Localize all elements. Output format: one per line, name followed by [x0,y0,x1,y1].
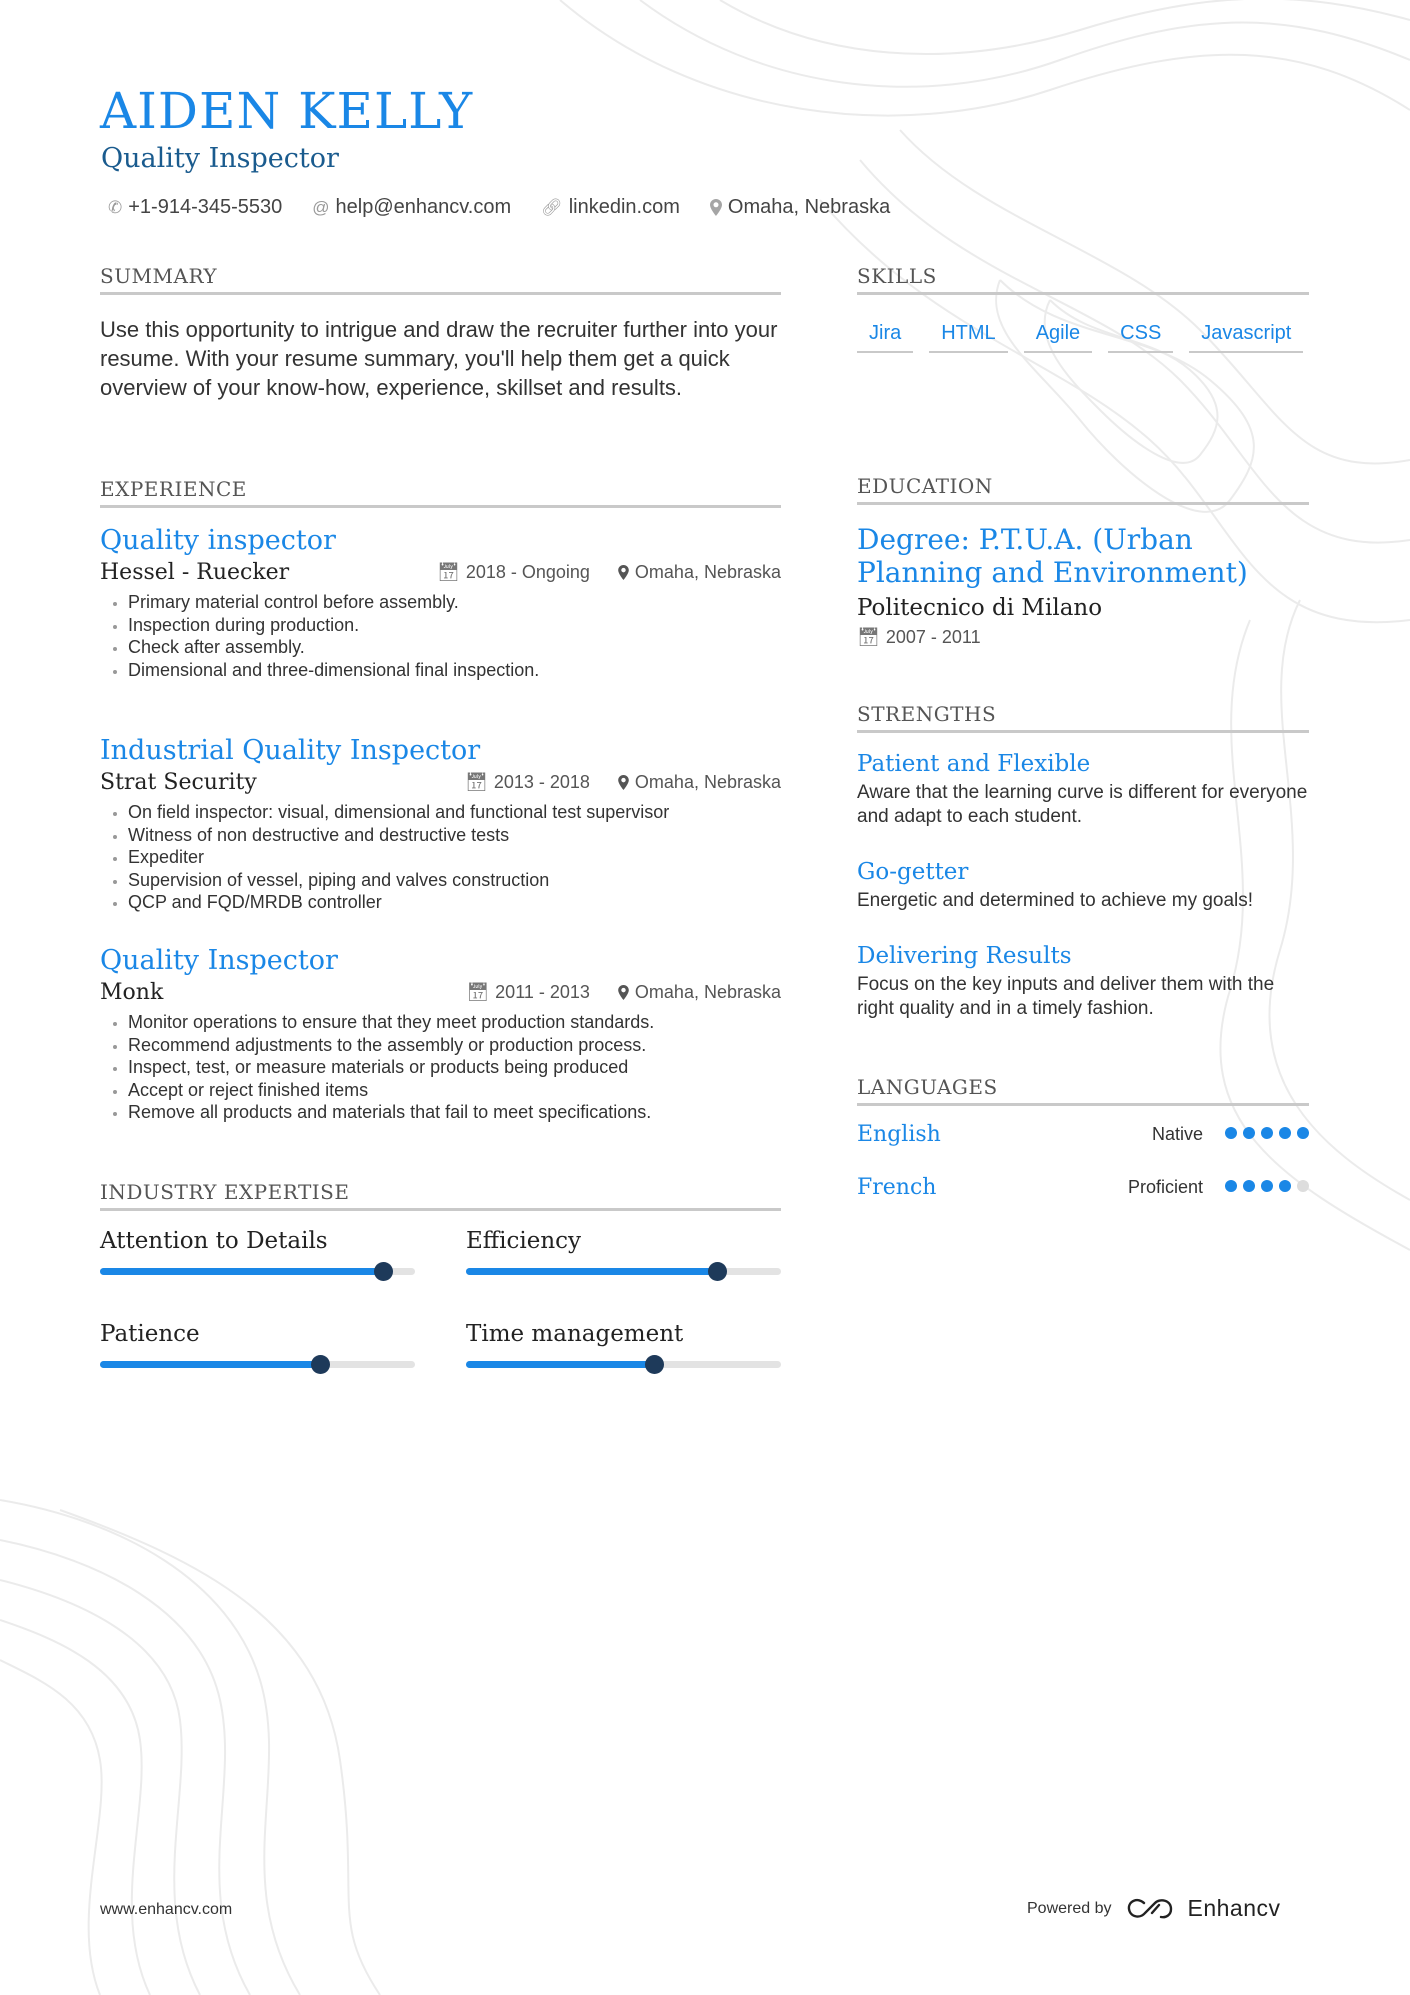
experience-company: Hessel - Ruecker [100,560,290,585]
at-icon: @ [312,197,330,217]
expertise-heading: INDUSTRY EXPERTISE [100,1180,781,1211]
calendar-icon: 📅︎ [464,772,488,792]
dates-text: 2013 - 2018 [493,772,590,792]
bullet-item: • Monitor operations to ensure that they meet production standards. [128,1011,781,1034]
experience-entry [100,945,781,1124]
linkedin-text: linkedin.com [568,196,680,218]
experience-company: Monk [100,980,164,1005]
expertise-bar-knob [374,1262,393,1281]
dates-text: 2011 - 2013 [495,982,590,1002]
education-entry [857,523,1309,648]
strength-title: Delivering Results [857,943,1072,969]
bullet-item: • Check after assembly. [128,636,781,659]
location-text: Omaha, Nebraska [634,772,781,792]
summary-heading: SUMMARY [100,264,781,295]
expertise-label: Efficiency [466,1228,582,1254]
skills-list [857,322,1309,353]
bullet-item: • Witness of non destructive and destructive tests [128,824,781,847]
calendar-icon: 📅︎ [436,562,460,582]
contact-bar [108,196,890,219]
language-dot [1243,1180,1255,1192]
dates-text: 2007 - 2011 [885,627,981,647]
language-dot [1225,1127,1237,1139]
skill-tag: Javascript [1189,322,1303,353]
contact-phone[interactable] [108,196,282,219]
education-school: Politecnico di Milano [857,595,1103,621]
skill-tag: HTML [929,322,1007,353]
expertise-item [466,1228,781,1275]
location-pin-icon [618,775,629,790]
location-text: Omaha, Nebraska [634,562,781,582]
language-level: Native [1151,1124,1203,1144]
expertise-bar-fill [100,1361,321,1368]
language-dot [1261,1127,1273,1139]
bullet-item: • Dimensional and three-dimensional final inspection. [128,659,781,682]
location-text: Omaha, Nebraska [634,982,781,1002]
location-pin-icon [618,565,629,580]
language-level: Proficient [1127,1177,1203,1197]
bullet-item: • Accept or reject finished items [128,1079,781,1102]
education-dates [857,627,1309,648]
experience-role: Industrial Quality Inspector [100,735,481,766]
strength-item [857,751,1309,829]
expertise-item [466,1321,781,1368]
language-name: French [857,1175,937,1200]
location-text: Omaha, Nebraska [727,196,891,218]
contact-email[interactable] [312,196,511,219]
language-dots [1219,1126,1309,1144]
language-dot [1279,1180,1291,1192]
bullet-item: • Supervision of vessel, piping and valves construction [128,869,781,892]
candidate-name: AIDEN KELLY [100,82,474,140]
experience-entry [100,525,781,681]
enhancv-logo-icon [1126,1897,1174,1921]
skill-tag: Jira [857,322,913,353]
bullet-item: • Remove all products and materials that fail to meet specifications. [128,1101,781,1124]
language-dot [1279,1127,1291,1139]
location-pin-icon [618,985,629,1000]
expertise-bar [100,1361,415,1368]
powered-by-text: Powered by [1027,1899,1112,1917]
language-dot [1261,1180,1273,1192]
experience-location [618,772,781,793]
phone-icon: ✆ [108,197,123,217]
strength-desc: Focus on the key inputs and deliver them with the right quality and in a timely fashion. [857,974,1275,1019]
summary-text: Use this opportunity to intrigue and draw the recruiter further into your resume. With your resume summary, you'll help them get a quick overview of your know-how, experience, skillset and results. [100,317,778,400]
language-dot [1243,1127,1255,1139]
expertise-bar-fill [466,1268,718,1275]
expertise-item [100,1228,415,1275]
expertise-bar-knob [708,1262,727,1281]
phone-text: +1-914-345-5530 [128,196,283,218]
strength-item [857,859,1309,913]
strength-title: Go-getter [857,859,969,885]
bullet-item: • Inspect, test, or measure materials or products being produced [128,1056,781,1079]
language-dot [1297,1127,1309,1139]
strength-desc: Energetic and determined to achieve my goals! [857,890,1254,911]
footer-website[interactable]: www.enhancv.com [100,1901,233,1918]
email-text: help@enhancv.com [335,196,512,218]
experience-dates [465,772,590,793]
language-row [857,1175,1309,1200]
expertise-bar-knob [311,1355,330,1374]
language-dots [1219,1179,1309,1197]
experience-role: Quality Inspector [100,945,338,976]
bullet-item: • Expediter [128,846,781,869]
skill-tag: CSS [1108,322,1173,353]
experience-bullets [100,591,781,681]
language-name: English [857,1122,941,1147]
education-degree: Degree: P.T.U.A. (Urban Planning and Environment) [857,523,1248,589]
strength-item [857,943,1309,1021]
dates-text: 2018 - Ongoing [465,562,590,582]
languages-heading: LANGUAGES [857,1075,1309,1106]
language-dot [1225,1180,1237,1192]
experience-company: Strat Security [100,770,257,795]
experience-dates [437,562,590,583]
bullet-item: • QCP and FQD/MRDB controller [128,891,781,914]
calendar-icon: 📅︎ [857,627,880,647]
experience-bullets [100,1011,781,1124]
experience-entry [100,735,781,914]
experience-location [618,982,781,1003]
expertise-bar-knob [645,1355,664,1374]
link-icon: 🔗︎ [541,197,563,217]
contact-linkedin[interactable] [541,196,680,219]
expertise-bar-fill [466,1361,655,1368]
expertise-label: Attention to Details [100,1228,328,1254]
candidate-title: Quality Inspector [101,143,339,174]
expertise-item [100,1321,415,1368]
strength-title: Patient and Flexible [857,751,1091,777]
footer-branding[interactable] [1027,1895,1281,1922]
expertise-label: Time management [466,1321,684,1347]
bullet-item: • Primary material control before assembly. [128,591,781,614]
education-heading: EDUCATION [857,474,1309,505]
strength-desc: Aware that the learning curve is different for everyone and adapt to each student. [857,782,1308,827]
skills-heading: SKILLS [857,264,1309,295]
expertise-bar [466,1361,781,1368]
skill-tag: Agile [1024,322,1092,353]
brand-name: Enhancv [1187,1895,1281,1921]
expertise-label: Patience [100,1321,200,1347]
language-dot [1297,1180,1309,1192]
bullet-item: • On field inspector: visual, dimensional and functional test supervisor [128,801,781,824]
experience-role: Quality inspector [100,525,336,556]
location-pin-icon [710,199,722,216]
expertise-bar [100,1268,415,1275]
experience-dates [466,982,590,1003]
experience-heading: EXPERIENCE [100,477,781,508]
experience-bullets [100,801,781,914]
expertise-bar [466,1268,781,1275]
strengths-heading: STRENGTHS [857,702,1309,733]
bullet-item: • Recommend adjustments to the assembly or production process. [128,1034,781,1057]
expertise-bar-fill [100,1268,384,1275]
calendar-icon: 📅︎ [466,982,490,1002]
language-row [857,1122,1309,1147]
bullet-item: • Inspection during production. [128,614,781,637]
experience-location [618,562,781,583]
contact-location [710,196,890,219]
